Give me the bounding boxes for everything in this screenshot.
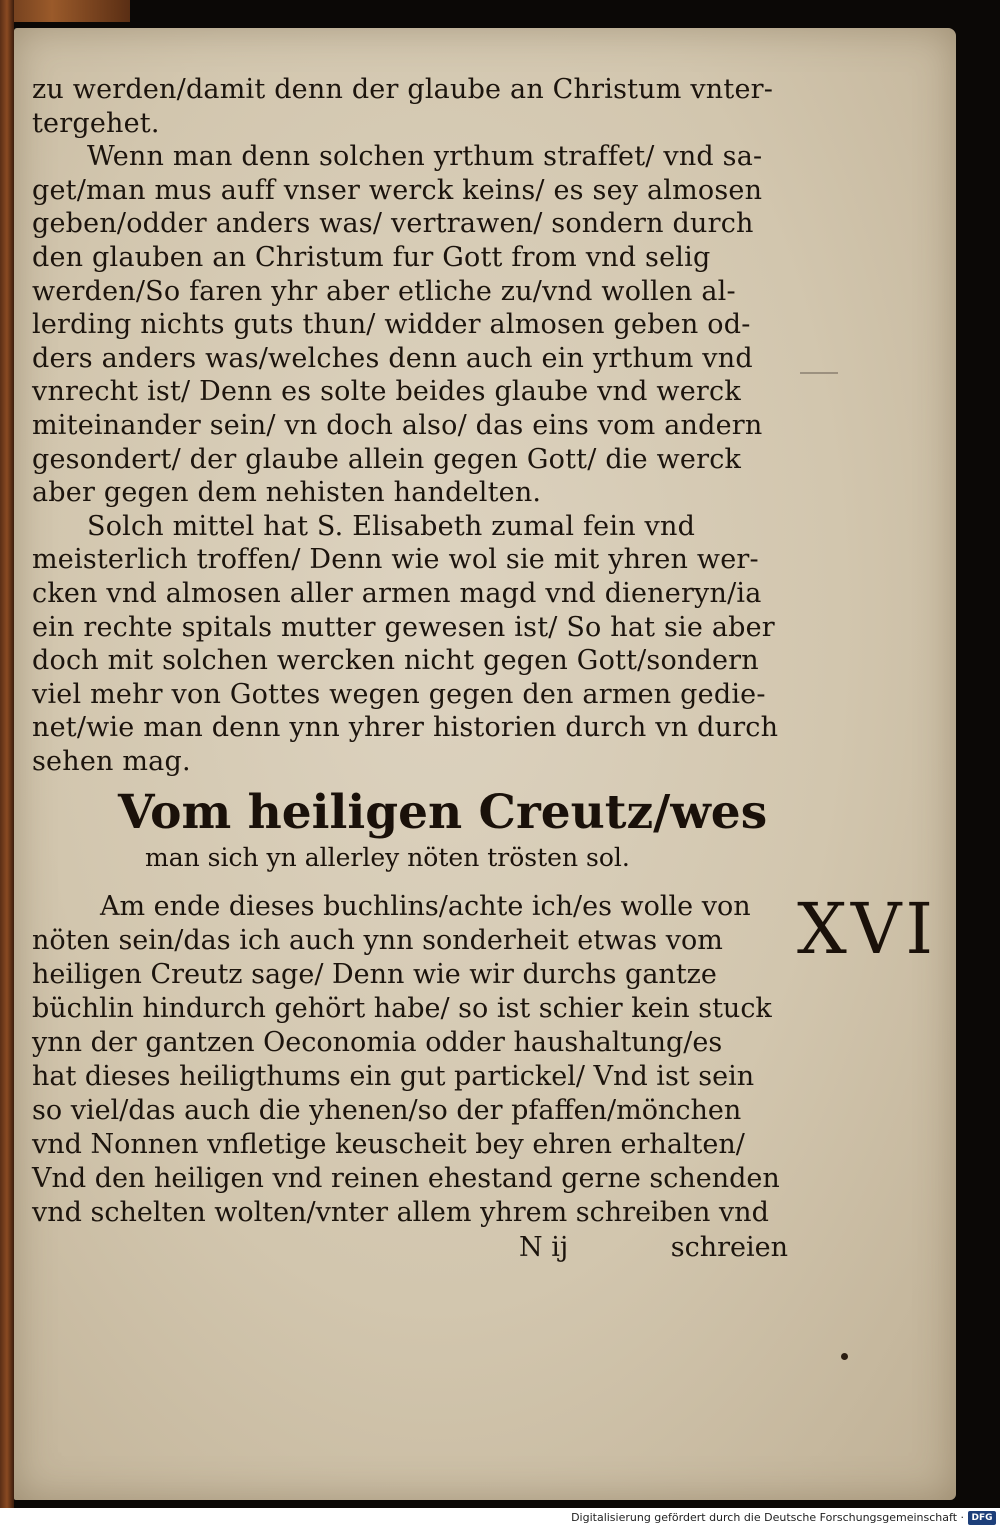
text-line: vnrecht ist/ Denn es solte beides glaube vnd werck: [32, 376, 741, 408]
text-line: hat dieses heiligthums ein gut partickel/ Vnd ist sein: [32, 1061, 755, 1092]
paragraph-two: [32, 890, 792, 1230]
text-line: ynn der gantzen Oeconomia odder haushaltung/es: [32, 1027, 723, 1058]
paragraph-one: [32, 73, 792, 778]
section-heading: Vom heiligen Creutz/wes: [118, 785, 768, 840]
text-line: Am ende dieses buchlins/achte ich/es wolle von: [100, 891, 751, 922]
text-line: büchlin hindurch gehört habe/ so ist schier kein stuck: [32, 993, 772, 1024]
text-line: get/man mus auff vnser werck keins/ es sey almosen: [32, 174, 763, 206]
text-line: vnd schelten wolten/vnter allem yhrem schreiben vnd: [32, 1197, 769, 1228]
text-line: lerding nichts guts thun/ widder almosen geben od-: [32, 309, 751, 341]
ink-spot: [841, 1353, 848, 1360]
text-line: heiligen Creutz sage/ Denn wie wir durchs gantze: [32, 959, 717, 990]
text-line: den glauben an Christum fur Gott from vnd selig: [32, 241, 711, 273]
text-line: doch mit solchen wercken nicht gegen Gott/sondern: [32, 645, 759, 677]
page-footer-row: [32, 1232, 792, 1266]
text-line: miteinander sein/ vn doch also/ das eins vom andern: [32, 409, 763, 441]
text-line: tergehet.: [32, 107, 160, 139]
catchword: schreien: [670, 1232, 788, 1263]
book-edge-top: [0, 0, 130, 22]
section-subheading: man sich yn allerley nöten trösten sol.: [145, 843, 630, 872]
text-line: so viel/das auch die yhenen/so der pfaffen/mönchen: [32, 1095, 742, 1126]
text-line: meisterlich troffen/ Denn wie wol sie mit yhren wer-: [32, 544, 759, 576]
text-line: Vnd den heiligen vnd reinen ehestand gerne schenden: [32, 1163, 780, 1194]
margin-mark: [800, 372, 838, 374]
text-line: viel mehr von Gottes wegen gegen den armen gedie-: [32, 678, 766, 710]
text-line: ders anders was/welches denn auch ein yrthum vnd: [32, 342, 753, 374]
folio-number: XVI: [797, 888, 938, 970]
text-line: cken vnd almosen aller armen magd vnd dieneryn/ia: [32, 577, 762, 609]
text-line: Solch mittel hat S. Elisabeth zumal fein vnd: [87, 510, 696, 542]
text-line: ein rechte spitals mutter gewesen ist/ So hat sie aber: [32, 611, 775, 643]
text-line: sehen mag.: [32, 745, 191, 777]
funding-notice: Digitalisierung gefördert durch die Deutsche Forschungsgemeinschaft ·: [571, 1511, 964, 1524]
text-line: zu werden/damit denn der glaube an Christum vnter-: [32, 74, 774, 105]
dfg-logo: DFG: [968, 1511, 996, 1525]
text-line: nöten sein/das ich auch ynn sonderheit etwas vom: [32, 925, 723, 956]
book-spine: [0, 0, 14, 1508]
text-line: geben/odder anders was/ vertrawen/ sondern durch: [32, 208, 754, 240]
signature-mark: N ij: [519, 1232, 569, 1263]
text-line: net/wie man denn ynn yhrer historien durch vn durch: [32, 712, 779, 744]
text-line: werden/So faren yhr aber etliche zu/vnd wollen al-: [32, 275, 736, 307]
text-line: aber gegen dem nehisten handelten.: [32, 477, 542, 509]
text-line: gesondert/ der glaube allein gegen Gott/ die werck: [32, 443, 742, 475]
text-line: vnd Nonnen vnfletige keuscheit bey ehren erhalten/: [32, 1129, 745, 1160]
digitization-footer: [0, 1508, 1000, 1528]
text-line: Wenn man denn solchen yrthum straffet/ vnd sa-: [87, 141, 763, 173]
